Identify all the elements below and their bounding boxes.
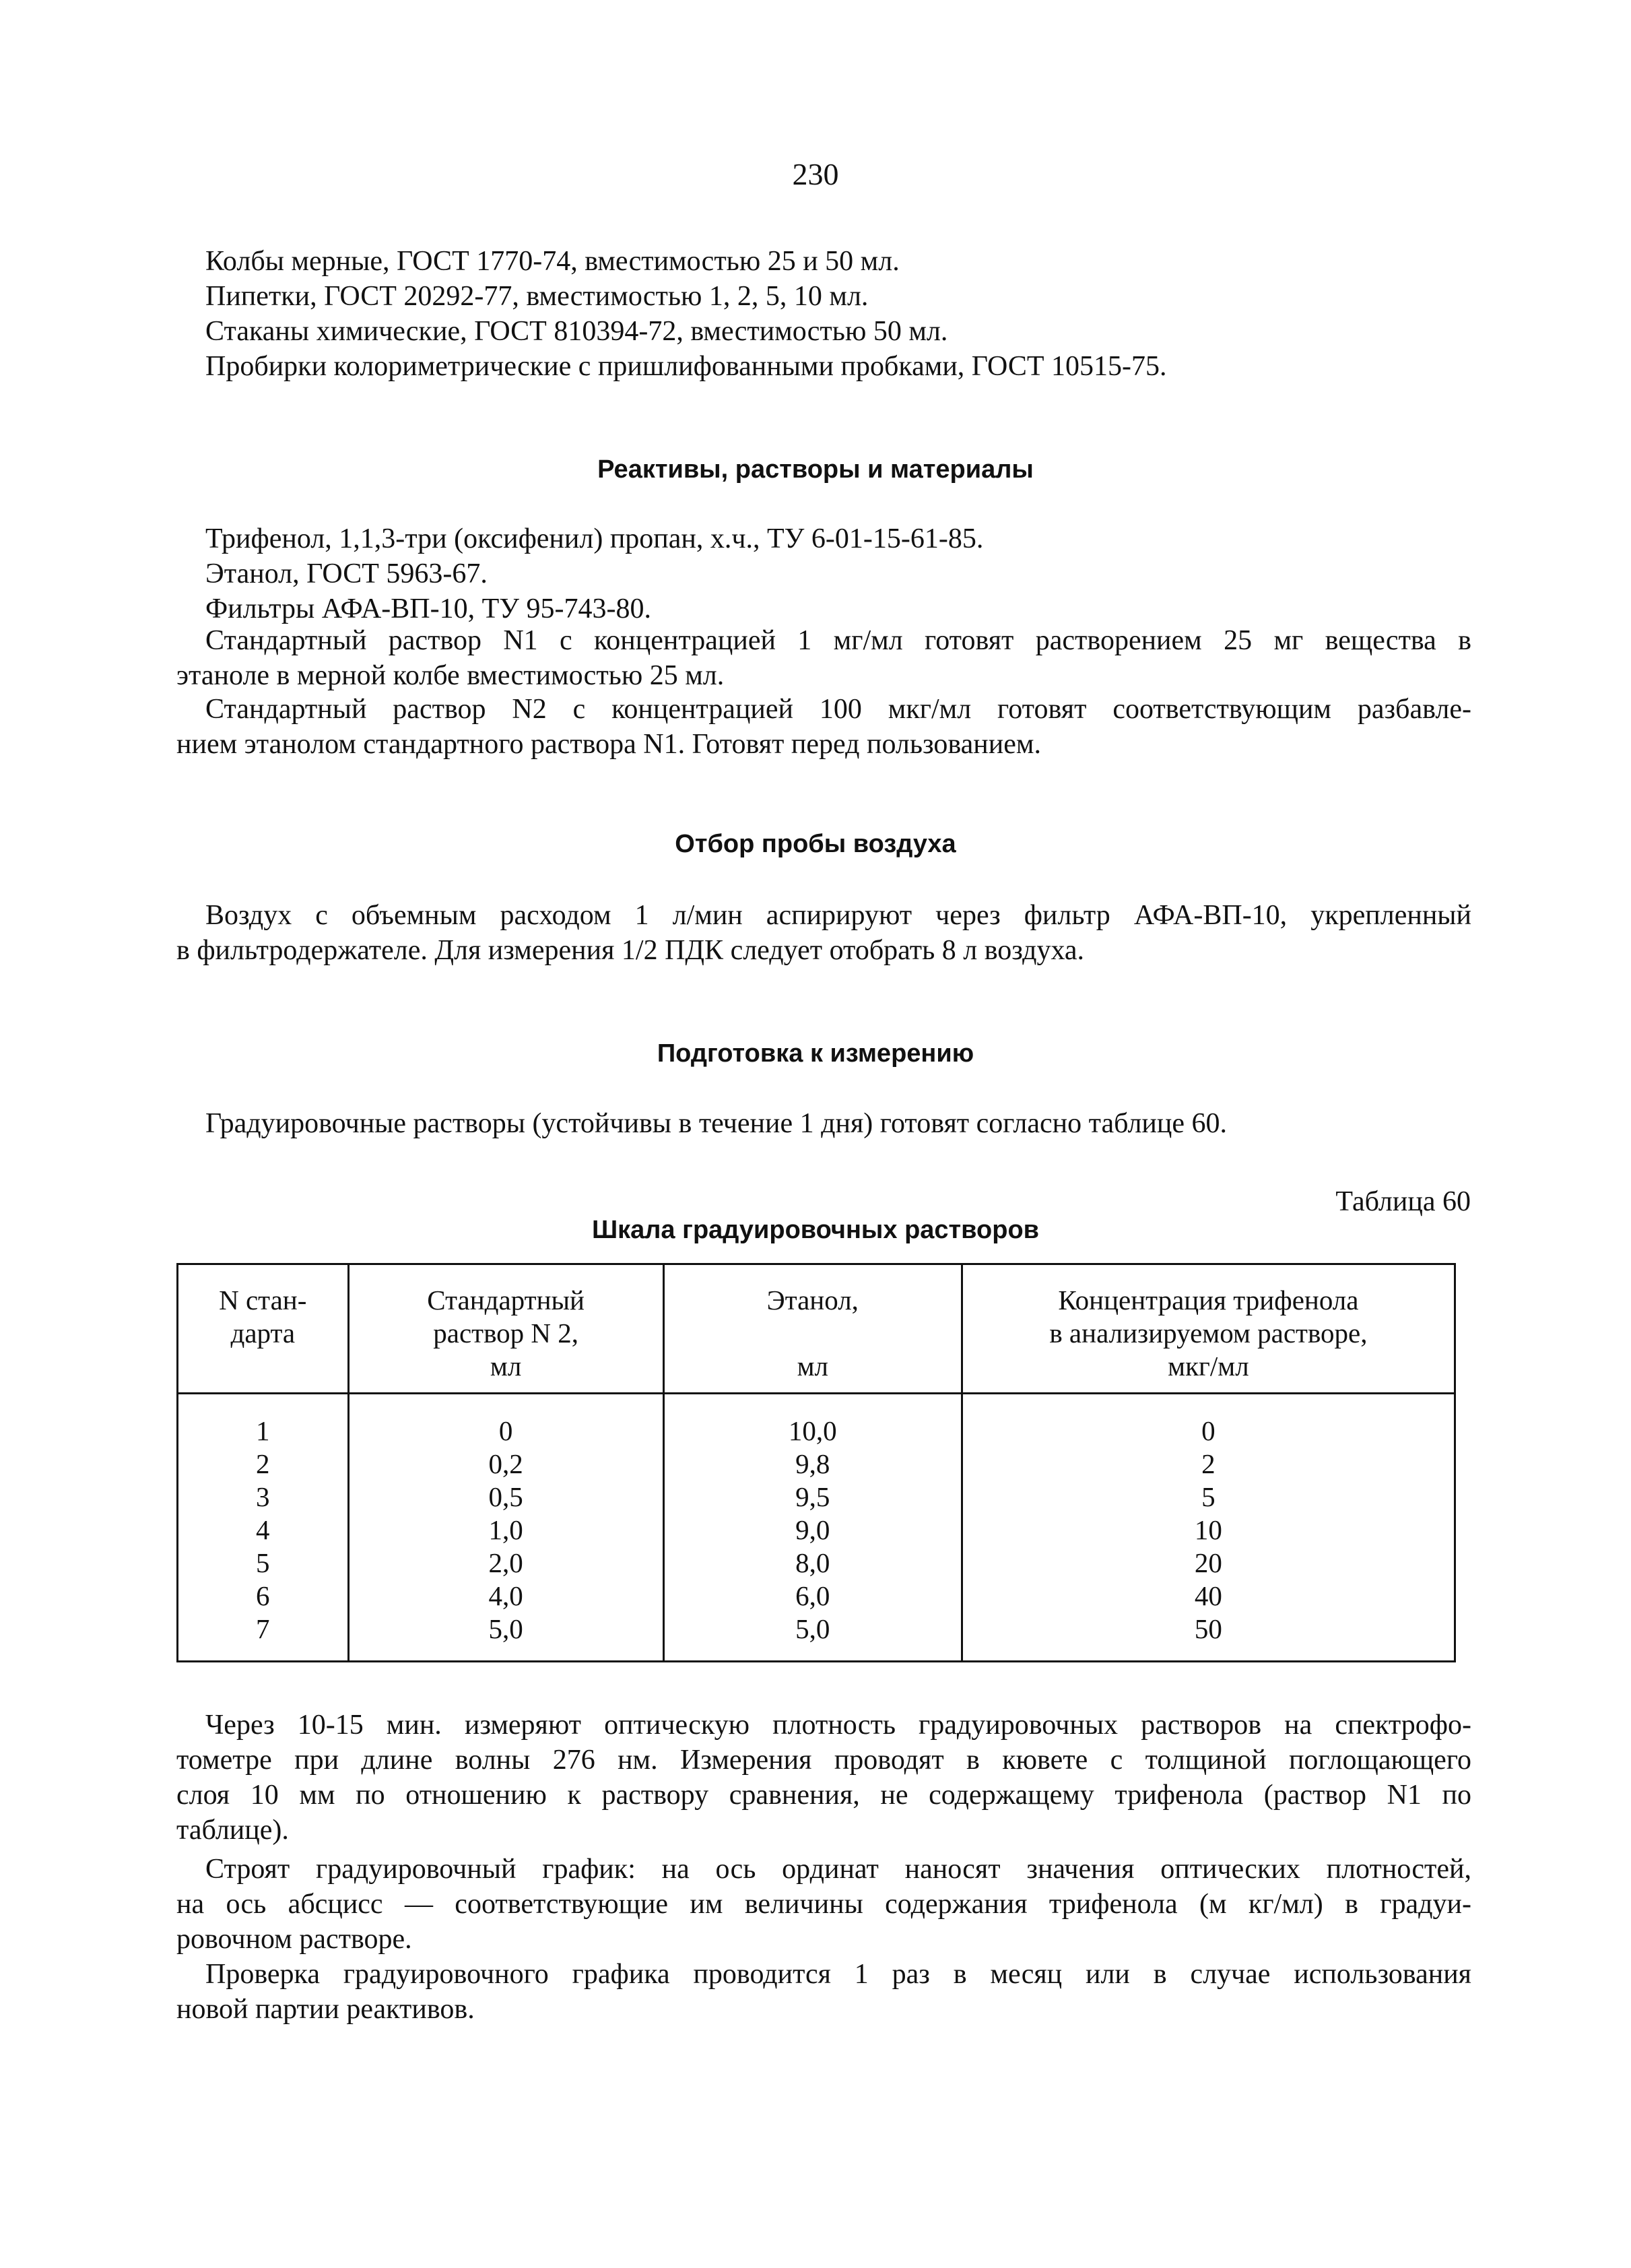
- cell-ethanol: 9,5: [663, 1481, 962, 1514]
- cell-standard-number: 7: [178, 1613, 349, 1662]
- header-standard-solution: Стандартный раствор N 2, мл: [348, 1264, 663, 1394]
- measurement-line: тометре при длине волны 276 нм. Измерения проводят в кювете с толщиной поглощающего: [176, 1745, 1471, 1776]
- preparation-line: Градуировочные растворы (устойчивы в течение 1 дня) готовят согласно таблице 60.: [205, 1108, 1228, 1139]
- cell-ethanol: 10,0: [663, 1394, 962, 1448]
- cell-ethanol: 8,0: [663, 1547, 962, 1580]
- equipment-item: Пипетки, ГОСТ 20292-77, вместимостью 1, 2, 5, 10 мл.: [205, 281, 869, 312]
- measurement-line: таблице).: [176, 1815, 289, 1846]
- cell-standard-solution: 2,0: [348, 1547, 663, 1580]
- table-row: [178, 1547, 1455, 1580]
- cell-standard-number: 3: [178, 1481, 349, 1514]
- preparation-heading: Подготовка к измерению: [657, 1039, 974, 1068]
- table-row: [178, 1514, 1455, 1547]
- equipment-list: [205, 244, 1471, 384]
- table-row: [178, 1580, 1455, 1613]
- preparation-section: [205, 1106, 1471, 1141]
- page-number: 230: [792, 157, 839, 191]
- sampling-line: в фильтродержателе. Для измерения 1/2 ПДК следует отобрать 8 л воздуха.: [176, 935, 1085, 966]
- cell-standard-solution: 1,0: [348, 1514, 663, 1547]
- cell-ethanol: 9,0: [663, 1514, 962, 1547]
- table-row: [178, 1613, 1455, 1662]
- table-number: Таблица 60: [1335, 1186, 1471, 1217]
- header-standard-number: N стан- дарта: [178, 1264, 349, 1394]
- graph-paragraph: [176, 1852, 1471, 1957]
- graph-line: Строят градуировочный график: на ось ординат наносят значения оптических плотностей,: [205, 1854, 1471, 1885]
- cell-ethanol: 6,0: [663, 1580, 962, 1613]
- table-row: [178, 1481, 1455, 1514]
- cell-concentration: 50: [962, 1613, 1455, 1662]
- cell-concentration: 5: [962, 1481, 1455, 1514]
- graph-line: ровочном растворе.: [176, 1924, 412, 1955]
- cell-concentration: 2: [962, 1448, 1455, 1481]
- cell-standard-solution: 0,5: [348, 1481, 663, 1514]
- equipment-item: Стаканы химические, ГОСТ 810394-72, вместимостью 50 мл.: [205, 316, 948, 347]
- sampling-section: [176, 898, 1471, 968]
- reagent-item: Трифенол, 1,1,3-три (оксифенил) пропан, х.ч., ТУ 6-01-15-61-85.: [205, 523, 984, 554]
- table-title: Шкала градуировочных растворов: [591, 1216, 1040, 1244]
- cell-ethanol: 9,8: [663, 1448, 962, 1481]
- std2-line: Стандартный раствор N2 с концентрацией 100 мкг/мл готовят соответствующим разбавле-: [205, 694, 1471, 725]
- reagent-item: Этанол, ГОСТ 5963-67.: [205, 558, 488, 589]
- standard-solution-2: [176, 692, 1471, 762]
- reagents-section: [205, 521, 1471, 626]
- check-line: Проверка градуировочного графика проводится 1 раз в месяц или в случае использования: [205, 1959, 1471, 1990]
- cell-concentration: 0: [962, 1394, 1455, 1448]
- cell-standard-solution: 5,0: [348, 1613, 663, 1662]
- reagents-heading: Реактивы, растворы и материалы: [597, 455, 1034, 484]
- check-line: новой партии реактивов.: [176, 1994, 475, 2025]
- check-paragraph: [176, 1957, 1471, 2027]
- cell-ethanol: 5,0: [663, 1613, 962, 1662]
- std1-line: Стандартный раствор N1 с концентрацией 1 мг/мл готовят растворением 25 мг вещества в: [205, 625, 1471, 656]
- header-concentration: Концентрация трифенола в анализируемом растворе, мкг/мл: [962, 1264, 1455, 1394]
- calibration-table: [176, 1263, 1456, 1662]
- cell-standard-solution: 4,0: [348, 1580, 663, 1613]
- cell-standard-solution: 0,2: [348, 1448, 663, 1481]
- cell-standard-number: 1: [178, 1394, 349, 1448]
- cell-standard-solution: 0: [348, 1394, 663, 1448]
- cell-concentration: 20: [962, 1547, 1455, 1580]
- equipment-item: Колбы мерные, ГОСТ 1770-74, вместимостью 25 и 50 мл.: [205, 246, 900, 277]
- std1-line: этаноле в мерной колбе вместимостью 25 мл.: [176, 660, 725, 691]
- measurement-paragraph: [176, 1708, 1471, 1848]
- cell-standard-number: 6: [178, 1580, 349, 1613]
- measurement-line: слоя 10 мм по отношению к раствору сравнения, не содержащему трифенола (раствор N1 по: [176, 1780, 1471, 1811]
- measurement-line: Через 10-15 мин. измеряют оптическую плотность градуировочных растворов на спектрофо-: [205, 1710, 1471, 1741]
- table-row: [178, 1448, 1455, 1481]
- sampling-line: Воздух с объемным расходом 1 л/мин аспирируют через фильтр АФА-ВП-10, укрепленный: [205, 900, 1471, 931]
- standard-solution-1: [176, 623, 1471, 693]
- sampling-heading: Отбор пробы воздуха: [675, 830, 956, 858]
- cell-concentration: 40: [962, 1580, 1455, 1613]
- header-ethanol: Этанол, мл: [663, 1264, 962, 1394]
- equipment-item: Пробирки колориметрические с пришлифованными пробками, ГОСТ 10515-75.: [205, 351, 1167, 382]
- cell-standard-number: 2: [178, 1448, 349, 1481]
- reagent-item: Фильтры АФА-ВП-10, ТУ 95-743-80.: [205, 593, 651, 624]
- cell-standard-number: 4: [178, 1514, 349, 1547]
- table-row: [178, 1394, 1455, 1448]
- cell-concentration: 10: [962, 1514, 1455, 1547]
- table-header-row: [178, 1264, 1455, 1394]
- graph-line: на ось абсцисс — соответствующие им величины содержания трифенола (м кг/мл) в градуи-: [176, 1889, 1471, 1920]
- std2-line: нием этанолом стандартного раствора N1. Готовят перед пользованием.: [176, 729, 1041, 760]
- cell-standard-number: 5: [178, 1547, 349, 1580]
